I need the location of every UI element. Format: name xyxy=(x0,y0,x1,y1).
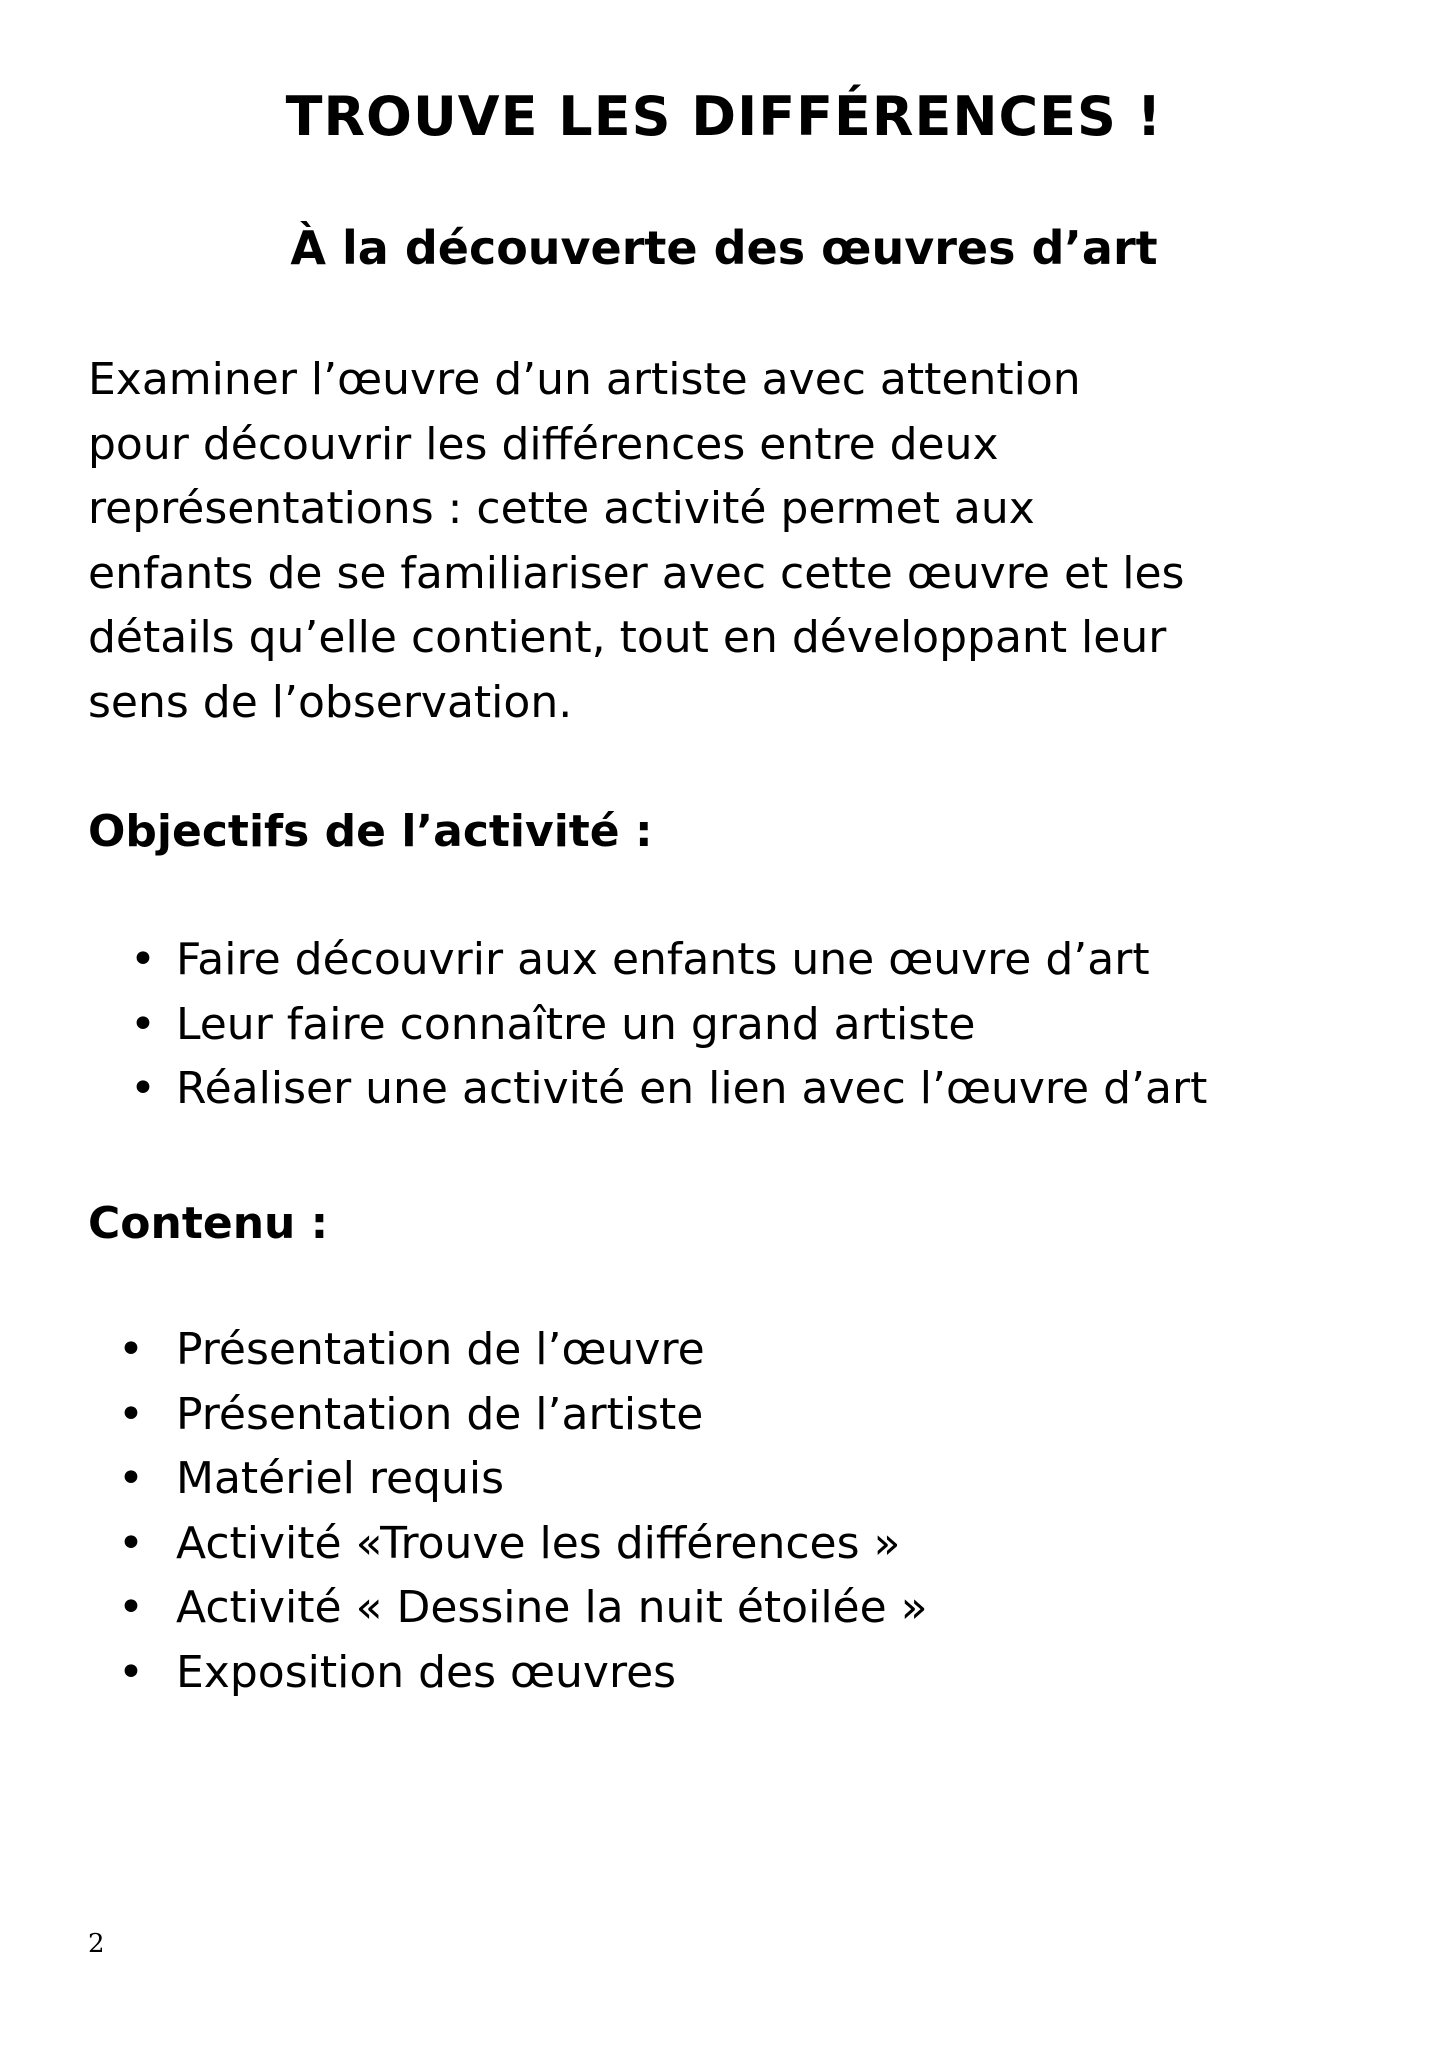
objectives-heading xyxy=(88,800,653,864)
page-title: TROUVE LES DIFFÉRENCES ! xyxy=(285,85,1163,148)
bullet-icon: • xyxy=(118,1324,144,1375)
list-item-text: Activité « Dessine la nuit étoilée » xyxy=(176,1582,928,1633)
list-item-text: Exposition des œuvres xyxy=(176,1646,677,1698)
list-item xyxy=(130,993,1207,1058)
bullet-icon: • xyxy=(118,1517,144,1569)
list-item-text: Présentation de l’artiste xyxy=(176,1388,704,1440)
content-list xyxy=(118,1318,928,1705)
bullet-icon: • xyxy=(118,1582,144,1633)
list-item xyxy=(118,1576,928,1641)
list-item-text: Faire découvrir aux enfants une œuvre d’art xyxy=(176,934,1150,985)
page-number: 2 xyxy=(88,1929,105,1959)
objectives-heading-text: Objectifs de l’activité xyxy=(88,806,620,857)
intro-line: enfants de se familiariser avec cette œuvre et les xyxy=(88,547,1185,599)
list-item-text: Activité «Trouve les différences » xyxy=(176,1517,901,1569)
list-item-text: Matériel requis xyxy=(176,1453,505,1504)
intro-line: sens de l’observation. xyxy=(88,676,573,728)
intro-line: Examiner l’œuvre d’un artiste avec attention xyxy=(88,354,1081,405)
list-item xyxy=(118,1447,928,1512)
list-item xyxy=(118,1641,928,1706)
list-item-text: Présentation de l’œuvre xyxy=(176,1324,705,1375)
intro-line: détails qu’elle contient, tout en développant leur xyxy=(88,612,1167,663)
content-heading-text: Contenu : xyxy=(88,1198,329,1249)
intro-paragraph xyxy=(88,348,1388,735)
list-item xyxy=(118,1318,928,1383)
page-subtitle: À la découverte des œuvres d’art xyxy=(290,221,1158,275)
objectives-heading-suffix: : xyxy=(619,806,653,857)
bullet-icon: • xyxy=(130,998,156,1050)
intro-line: pour découvrir les différences entre deux xyxy=(88,418,999,470)
bullet-icon: • xyxy=(130,1063,156,1114)
list-item xyxy=(130,928,1207,993)
objectives-list xyxy=(130,928,1207,1122)
intro-line: représentations : cette activité permet aux xyxy=(88,483,1035,534)
bullet-icon: • xyxy=(118,1646,144,1698)
bullet-icon: • xyxy=(130,934,156,985)
content-heading xyxy=(88,1192,328,1256)
bullet-icon: • xyxy=(118,1453,144,1504)
list-item-text: Réaliser une activité en lien avec l’œuvre d’art xyxy=(176,1063,1208,1114)
list-item-text: Leur faire connaître un grand artiste xyxy=(176,998,976,1050)
list-item xyxy=(118,1383,928,1448)
bullet-icon: • xyxy=(118,1388,144,1440)
list-item xyxy=(118,1512,928,1577)
list-item xyxy=(130,1057,1207,1122)
